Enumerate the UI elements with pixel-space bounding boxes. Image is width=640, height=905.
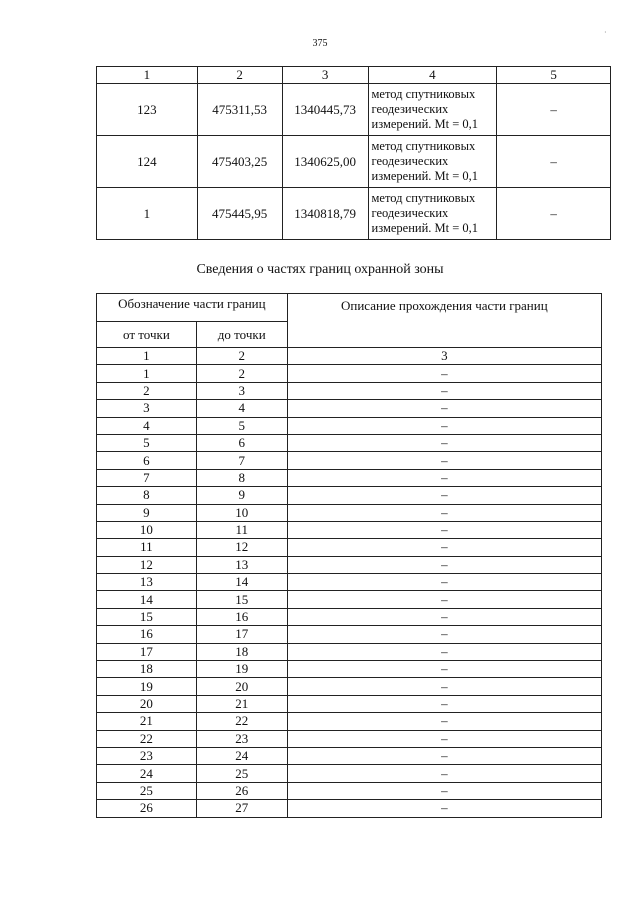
description-cell: – — [287, 661, 601, 678]
index-cell: 2 — [196, 348, 287, 365]
column-index-cell: 1 — [97, 67, 198, 84]
method-text-line: метод спутниковых — [371, 139, 476, 153]
method-text-line: геодезических — [371, 206, 449, 220]
header-to-point-cell: до точки — [196, 322, 287, 348]
boundary-parts-table-body — [97, 294, 602, 818]
to-point-cell: 5 — [196, 417, 287, 434]
table-row — [97, 713, 602, 730]
to-point-cell: 25 — [196, 765, 287, 782]
description-cell: – — [287, 539, 601, 556]
y-coordinate-cell: 1340625,00 — [282, 136, 368, 188]
table-row — [97, 452, 602, 469]
to-point-cell: 19 — [196, 661, 287, 678]
point-number-cell: 1 — [97, 188, 198, 240]
description-cell: – — [287, 643, 601, 660]
index-cell: 3 — [287, 348, 601, 365]
description-cell: – — [287, 713, 601, 730]
from-point-cell: 7 — [97, 469, 197, 486]
description-cell: – — [287, 469, 601, 486]
table-row — [97, 643, 602, 660]
from-point-cell: 5 — [97, 434, 197, 451]
table-row — [97, 417, 602, 434]
from-point-cell: 26 — [97, 800, 197, 817]
method-cell — [368, 84, 497, 136]
to-point-cell: 14 — [196, 574, 287, 591]
point-number-cell: 123 — [97, 84, 198, 136]
description-cell: – — [287, 800, 601, 817]
table-row — [97, 539, 602, 556]
x-coordinate-cell: 475403,25 — [197, 136, 282, 188]
note-cell: – — [497, 84, 611, 136]
table-row — [97, 608, 602, 625]
x-coordinate-cell: 475445,95 — [197, 188, 282, 240]
from-point-cell: 1 — [97, 365, 197, 382]
description-cell: – — [287, 434, 601, 451]
from-point-cell: 10 — [97, 521, 197, 538]
coordinates-table — [96, 66, 611, 240]
to-point-cell: 3 — [196, 382, 287, 399]
method-text-line: метод спутниковых — [371, 191, 476, 205]
to-point-cell: 22 — [196, 713, 287, 730]
column-index-cell: 5 — [497, 67, 611, 84]
table-index-row — [97, 348, 602, 365]
header-from-point-cell: от точки — [97, 322, 197, 348]
description-cell: – — [287, 747, 601, 764]
from-point-cell: 22 — [97, 730, 197, 747]
table-row — [97, 678, 602, 695]
coordinates-table-row — [97, 136, 611, 188]
table-row — [97, 434, 602, 451]
table-row — [97, 469, 602, 486]
to-point-cell: 20 — [196, 678, 287, 695]
boundary-parts-table — [96, 293, 602, 818]
to-point-cell: 16 — [196, 608, 287, 625]
description-cell: – — [287, 521, 601, 538]
from-point-cell: 6 — [97, 452, 197, 469]
to-point-cell: 21 — [196, 695, 287, 712]
table-row — [97, 747, 602, 764]
table-row — [97, 730, 602, 747]
column-index-cell: 4 — [368, 67, 497, 84]
table-row — [97, 487, 602, 504]
to-point-cell: 4 — [196, 400, 287, 417]
to-point-cell: 27 — [196, 800, 287, 817]
coordinates-table-body — [97, 67, 611, 240]
table-row — [97, 765, 602, 782]
from-point-cell: 2 — [97, 382, 197, 399]
from-point-cell: 19 — [97, 678, 197, 695]
to-point-cell: 10 — [196, 504, 287, 521]
from-point-cell: 4 — [97, 417, 197, 434]
description-cell: – — [287, 626, 601, 643]
table-row — [97, 574, 602, 591]
index-cell: 1 — [97, 348, 197, 365]
method-cell — [368, 136, 497, 188]
table-row — [97, 504, 602, 521]
description-cell: – — [287, 782, 601, 799]
to-point-cell: 8 — [196, 469, 287, 486]
description-cell: – — [287, 504, 601, 521]
description-cell: – — [287, 556, 601, 573]
y-coordinate-cell: 1340818,79 — [282, 188, 368, 240]
from-point-cell: 11 — [97, 539, 197, 556]
to-point-cell: 9 — [196, 487, 287, 504]
point-number-cell: 124 — [97, 136, 198, 188]
method-cell — [368, 188, 497, 240]
method-text-line: геодезических — [371, 102, 449, 116]
from-point-cell: 21 — [97, 713, 197, 730]
to-point-cell: 17 — [196, 626, 287, 643]
to-point-cell: 23 — [196, 730, 287, 747]
table-row — [97, 661, 602, 678]
to-point-cell: 15 — [196, 591, 287, 608]
table-row — [97, 365, 602, 382]
from-point-cell: 18 — [97, 661, 197, 678]
description-cell: – — [287, 765, 601, 782]
from-point-cell: 12 — [97, 556, 197, 573]
table-row — [97, 556, 602, 573]
coordinates-table-row — [97, 84, 611, 136]
method-text-line: геодезических — [371, 154, 449, 168]
from-point-cell: 8 — [97, 487, 197, 504]
description-cell: – — [287, 417, 601, 434]
table-row — [97, 521, 602, 538]
header-group-cell: Обозначение части границ — [97, 294, 288, 322]
from-point-cell: 14 — [97, 591, 197, 608]
method-text-line: измерений. Mt = 0,1 — [371, 169, 479, 183]
description-cell: – — [287, 382, 601, 399]
page-number: 375 — [312, 38, 328, 49]
to-point-cell: 7 — [196, 452, 287, 469]
table-row — [97, 782, 602, 799]
table-row — [97, 626, 602, 643]
method-text-line: измерений. Mt = 0,1 — [371, 117, 479, 131]
to-point-cell: 6 — [196, 434, 287, 451]
to-point-cell: 26 — [196, 782, 287, 799]
to-point-cell: 13 — [196, 556, 287, 573]
description-cell: – — [287, 695, 601, 712]
from-point-cell: 16 — [97, 626, 197, 643]
from-point-cell: 3 — [97, 400, 197, 417]
to-point-cell: 18 — [196, 643, 287, 660]
y-coordinate-cell: 1340445,73 — [282, 84, 368, 136]
description-cell: – — [287, 452, 601, 469]
description-cell: – — [287, 591, 601, 608]
note-cell: – — [497, 188, 611, 240]
from-point-cell: 15 — [97, 608, 197, 625]
table-row — [97, 382, 602, 399]
description-cell: – — [287, 574, 601, 591]
coordinates-table-header-row — [97, 67, 611, 84]
to-point-cell: 12 — [196, 539, 287, 556]
from-point-cell: 9 — [97, 504, 197, 521]
description-cell: – — [287, 400, 601, 417]
note-cell: – — [497, 136, 611, 188]
section-title: Сведения о частях границ охранной зоны — [196, 262, 444, 277]
coordinates-table-row — [97, 188, 611, 240]
table-row — [97, 800, 602, 817]
from-point-cell: 17 — [97, 643, 197, 660]
from-point-cell: 24 — [97, 765, 197, 782]
from-point-cell: 20 — [97, 695, 197, 712]
description-cell: – — [287, 678, 601, 695]
x-coordinate-cell: 475311,53 — [197, 84, 282, 136]
from-point-cell: 13 — [97, 574, 197, 591]
to-point-cell: 24 — [196, 747, 287, 764]
to-point-cell: 11 — [196, 521, 287, 538]
table-row — [97, 591, 602, 608]
from-point-cell: 23 — [97, 747, 197, 764]
header-description-cell: Описание прохождения части границ — [287, 294, 601, 348]
description-cell: – — [287, 608, 601, 625]
table-header-row — [97, 294, 602, 322]
from-point-cell: 25 — [97, 782, 197, 799]
method-text-line: измерений. Mt = 0,1 — [371, 221, 479, 235]
description-cell: – — [287, 365, 601, 382]
column-index-cell: 2 — [197, 67, 282, 84]
description-cell: – — [287, 730, 601, 747]
column-index-cell: 3 — [282, 67, 368, 84]
table-row — [97, 695, 602, 712]
to-point-cell: 2 — [196, 365, 287, 382]
table-row — [97, 400, 602, 417]
method-text-line: метод спутниковых — [371, 87, 476, 101]
corner-mark: · — [604, 28, 607, 37]
description-cell: – — [287, 487, 601, 504]
